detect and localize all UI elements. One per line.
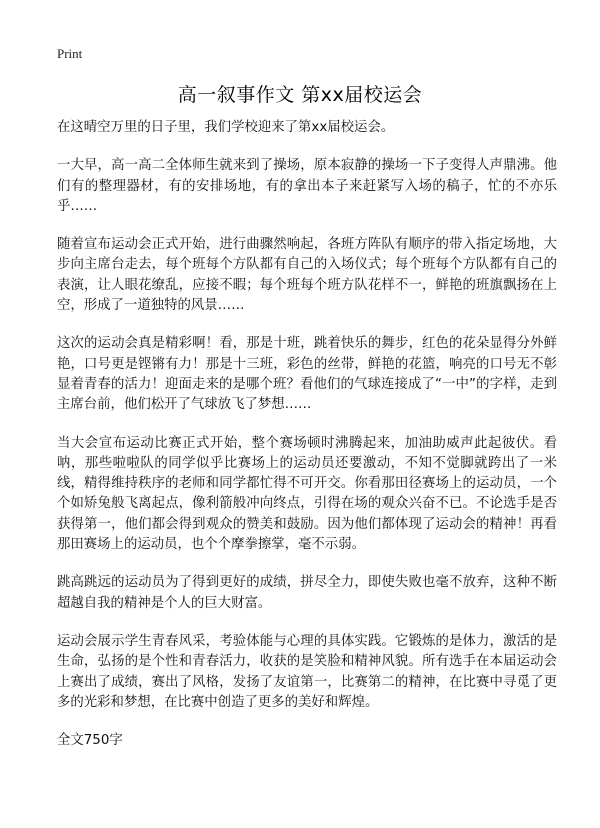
paragraph-4: 这次的运动会真是精彩啊！看，那是十班，跳着快乐的舞步，红色的花朵显得分外鲜艳，口号更是铿锵有力！那是十三班，彩色的丝带，鲜艳的花篮，响亮的口号无不彰显着青春的活力！迎面走来的是哪个班？看他们的气球连接成了“一中”的字样，走到主席台前，他们松开了气球放飞了梦想……: [57, 336, 557, 413]
paragraph-7: 运动会展示学生青春风采，考验体能与心理的具体实践。它锻炼的是体力，激活的是生命，弘扬的是个性和青春活力，收获的是笑脸和精神风貌。所有选手在本届运动会上赛出了成绩，赛出了风格，发扬了友谊第一，比赛第二的精神，在比赛中寻觅了更多的光彩和梦想，在比赛中创造了更多的美好和辉煌。: [57, 633, 557, 710]
paragraph-3: 随着宣布运动会正式开始，进行曲骤然响起，各班方阵队有顺序的带入指定场地，大步向主席台走去，每个班每个方队都有自己的入场仪式；每个班每个方队都有自己的表演，让人眼花缭乱，应接不暇；每个班每个班方队花样不一，鲜艳的班旗飘扬在上空，形成了一道独特的风景……: [57, 237, 557, 314]
print-link[interactable]: Print: [57, 46, 83, 61]
article-body: [57, 118, 557, 751]
article-title: 高一叙事作文 第xx届校运会: [177, 84, 423, 106]
word-count: 全文750字: [57, 733, 123, 749]
paragraph-6: 跳高跳远的运动员为了得到更好的成绩，拼尽全力，即使失败也毫不放弃，这种不断超越自我的精神是个人的巨大财富。: [57, 575, 557, 611]
paragraph-2: 一大早，高一高二全体师生就来到了操场，原本寂静的操场一下子变得人声鼎沸。他们有的整理器材，有的安排场地，有的拿出本子来赶紧写入场的稿子，忙的不亦乐乎……: [57, 158, 557, 214]
paragraph-5: 当大会宣布运动比赛正式开始，整个赛场顿时沸腾起来，加油助威声此起彼伏。看呐，那些啦啦队的同学似乎比赛场上的运动员还要激动，不知不觉脚就跨出了一米线，精得维持秩序的老师和同学都忙得不可开交。你看那田径赛场上的运动员，一个个如矫兔般飞离起点，像利箭般冲向终点，引得在场的观众兴奋不已。不论选手是否获得第一，他们都会得到观众的赞美和鼓励。因为他们都体现了运动会的精神！再看那田赛场上的运动员，也个个摩拳擦掌，毫不示弱。: [57, 435, 557, 553]
paragraph-1: 在这晴空万里的日子里，我们学校迎来了第xx届校运会。: [57, 120, 395, 135]
